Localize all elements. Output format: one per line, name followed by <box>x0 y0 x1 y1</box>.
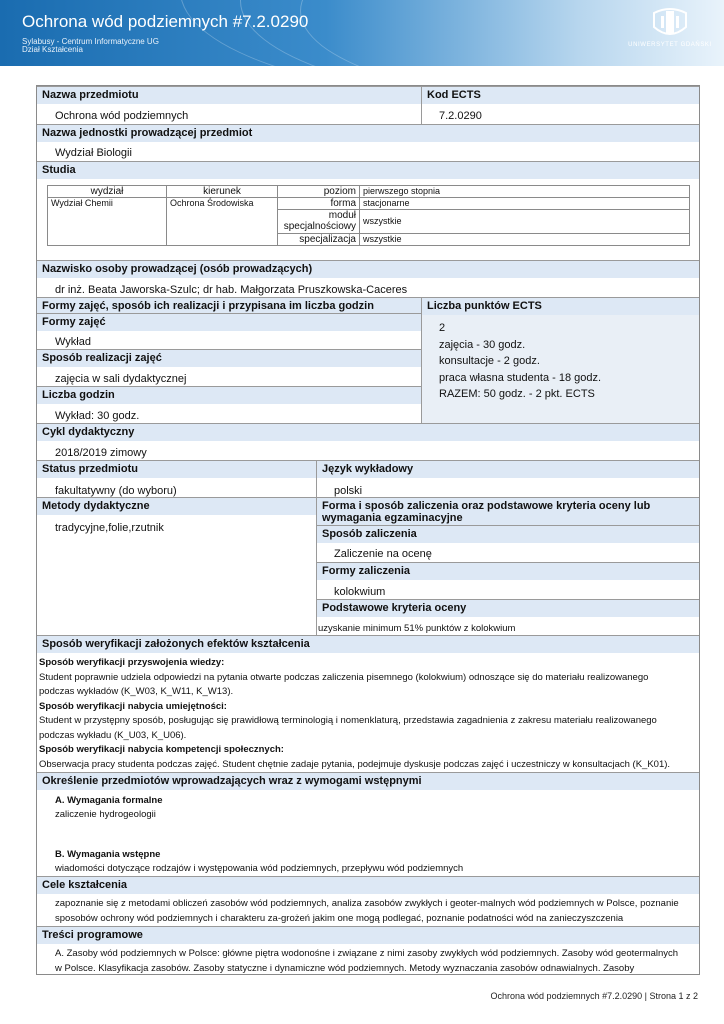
formy-header: Formy zajęć, sposób ich realizacji i przypisana im liczba godzin <box>37 297 421 315</box>
cele-body <box>55 897 695 926</box>
umiejetnosci-label: Sposób weryfikacji nabycia umiejętności: <box>39 700 227 712</box>
ects-line-points: 2 <box>439 322 446 334</box>
kod-ects-header: Kod ECTS <box>422 86 699 104</box>
formy-zajec-value: Wykład <box>55 336 91 348</box>
formy-zajec-header: Formy zajęć <box>37 313 421 331</box>
kod-ects-value: 7.2.0290 <box>439 110 482 122</box>
liczba-godzin-value: Wykład: 30 godz. <box>55 410 140 422</box>
cykl-value: 2018/2019 zimowy <box>55 447 147 459</box>
formy-zaliczenia-value: kolokwium <box>334 586 386 598</box>
zaliczenie-header <box>317 497 699 525</box>
document-title: Ochrona wód podziemnych #7.2.0290 <box>22 12 309 31</box>
weryfikacja-header: Sposób weryfikacji założonych efektów kształcenia <box>37 635 699 653</box>
cele-line1: zapoznanie się z metodami obliczeń zasobów wód podziemnych, analiza zasobów zwykłych i geoter-malnych wód podziemnych w Polsce, poznanie <box>55 898 679 909</box>
kryteria-value: uzyskanie minimum 51% punktów z kolokwium <box>318 623 516 634</box>
cele-header: Cele kształcenia <box>37 876 699 894</box>
tresci-line1: A. Zasoby wód podziemnych w Polsce: główne piętra wodonośne i związane z nimi zasoby zwykłych wód podziemnych. Zasoby wód geotermalnych <box>55 948 679 959</box>
page-footer: Ochrona wód podziemnych #7.2.0290 | Strona 1 z 2 <box>490 991 698 1001</box>
modul-value: wszystkie <box>360 210 690 234</box>
ects-line-zajecia: zajęcia - 30 godz. <box>439 338 526 351</box>
status-header: Status przedmiotu <box>37 460 316 478</box>
studia-header: Studia <box>37 161 699 179</box>
university-logo-icon <box>652 7 688 39</box>
formy-zaliczenia-header: Formy zaliczenia <box>317 562 699 580</box>
wymagania-b-value: wiadomości dotyczące rodzajów i występowania wód podziemnych, przepływu wód podziemnych <box>55 863 464 874</box>
sposob-zaliczenia-header: Sposób zaliczenia <box>317 525 699 543</box>
ects-line-razem: RAZEM: 50 godz. - 2 pkt. ECTS <box>439 388 595 400</box>
wymagania-b-label: B. Wymagania wstępne <box>55 849 161 860</box>
studia-table <box>47 185 690 246</box>
wiedza-line1: Student poprawnie udziela odpowiedzi na pytania otwarte podczas zaliczenia pisemnego (kolokwium) odnoszące się do materiału realizowanego <box>39 671 649 683</box>
wiedza-label: Sposób weryfikacji przyswojenia wiedzy: <box>39 657 225 668</box>
umiejetnosci-line2: podczas wykładu (K_U03, K_U06). <box>39 729 187 741</box>
col-wydzial: wydział <box>48 186 167 198</box>
wydzial-value: Wydział Chemii <box>48 198 167 246</box>
nazwa-przedmiotu-header: Nazwa przedmiotu <box>37 86 422 104</box>
metody-header: Metody dydaktyczne <box>37 497 316 515</box>
poziom-label: poziom <box>278 186 360 198</box>
metody-value: tradycyjne,folie,rzutnik <box>55 522 164 534</box>
tresci-header: Treści programowe <box>37 926 699 944</box>
kompetencje-line1: Obserwacja pracy studenta podczas zajęć. Student chętnie zadaje pytania, podejmuje dyskusje podczas zajęć i uczestniczy w konsultacjach (K_K01). <box>39 758 671 770</box>
wymagania-a-label: A. Wymagania formalne <box>55 795 163 806</box>
tresci-body <box>55 947 695 976</box>
wymagania-a-value: zaliczenie hydrogeologii <box>55 809 156 820</box>
forma-label: forma <box>278 198 360 210</box>
banner-subtitle-2: Dział Kształcenia <box>22 45 83 54</box>
weryfikacja-body <box>39 656 699 772</box>
ects-lines <box>439 320 601 403</box>
cykl-header: Cykl dydaktyczny <box>37 423 699 441</box>
modul-label-2: specjalnościowy <box>283 221 356 232</box>
banner-subtitle: Sylabusy - Centrum Informatyczne UG <box>22 37 159 46</box>
modul-label <box>278 210 360 234</box>
wiedza-line2: podczas wykładów (K_W03, K_W11, K_W13). <box>39 686 234 697</box>
prowadzacy-value: dr inż. Beata Jaworska-Szulc; dr hab. Małgorzata Pruszkowska-Caceres <box>55 284 408 296</box>
ects-header: Liczba punktów ECTS <box>422 297 699 315</box>
specjalizacja-label: specjalizacja <box>278 234 360 246</box>
sposob-realizacji-value: zajęcia w sali dydaktycznej <box>55 373 187 385</box>
jednostka-header: Nazwa jednostki prowadzącej przedmiot <box>37 124 699 142</box>
zaliczenie-header-line1: Forma i sposób zaliczenia oraz podstawowe kryteria oceny lub <box>322 500 651 512</box>
kierunek-value: Ochrona Środowiska <box>167 198 278 246</box>
kryteria-header: Podstawowe kryteria oceny <box>317 599 699 617</box>
header-banner <box>0 0 724 66</box>
umiejetnosci-line1: Student w przystępny sposób, posługując się prawidłową terminologią i nomenklaturą, przedstawia zagadnienia z zakresu materiału realizowanego <box>39 715 657 726</box>
tresci-line2: w Polsce. Klasyfikacja zasobów. Zasoby statyczne i dynamiczne wód podziemnych. Metody wyznaczania zasobów odnawialnych. Zasoby <box>55 962 635 974</box>
liczba-godzin-header: Liczba godzin <box>37 386 421 404</box>
modul-label-1: moduł <box>328 210 356 221</box>
specjalizacja-value: wszystkie <box>360 234 690 246</box>
ects-line-praca: praca własna studenta - 18 godz. <box>439 371 602 384</box>
university-name: UNIWERSYTET GDAŃSKI <box>628 42 712 48</box>
forma-value: stacjonarne <box>360 198 690 210</box>
ects-line-konsultacje: konsultacje - 2 godz. <box>439 355 540 367</box>
poziom-value: pierwszego stopnia <box>360 186 690 198</box>
kompetencje-label: Sposób weryfikacji nabycia kompetencji społecznych: <box>39 744 284 755</box>
status-value: fakultatywny (do wyboru) <box>55 485 177 497</box>
jezyk-value: polski <box>334 485 363 497</box>
col-kierunek: kierunek <box>167 186 278 198</box>
nazwa-przedmiotu-value: Ochrona wód podziemnych <box>55 110 189 122</box>
wymagania-header: Określenie przedmiotów wprowadzających wraz z wymogami wstępnymi <box>37 772 699 790</box>
jednostka-value: Wydział Biologii <box>55 147 132 159</box>
jezyk-header: Język wykładowy <box>317 460 699 478</box>
cele-line2: sposobów ochrony wód podziemnych i charakteru za-grożeń jakim one mogą podlegać, poznanie podatności wód na zanieczyszczenia <box>55 912 624 924</box>
sposob-realizacji-header: Sposób realizacji zajęć <box>37 349 421 367</box>
zaliczenie-header-line2: wymagania egzaminacyjne <box>322 512 463 524</box>
sposob-zaliczenia-value: Zaliczenie na ocenę <box>334 548 432 560</box>
prowadzacy-header: Nazwisko osoby prowadzącej (osób prowadzących) <box>37 260 699 278</box>
